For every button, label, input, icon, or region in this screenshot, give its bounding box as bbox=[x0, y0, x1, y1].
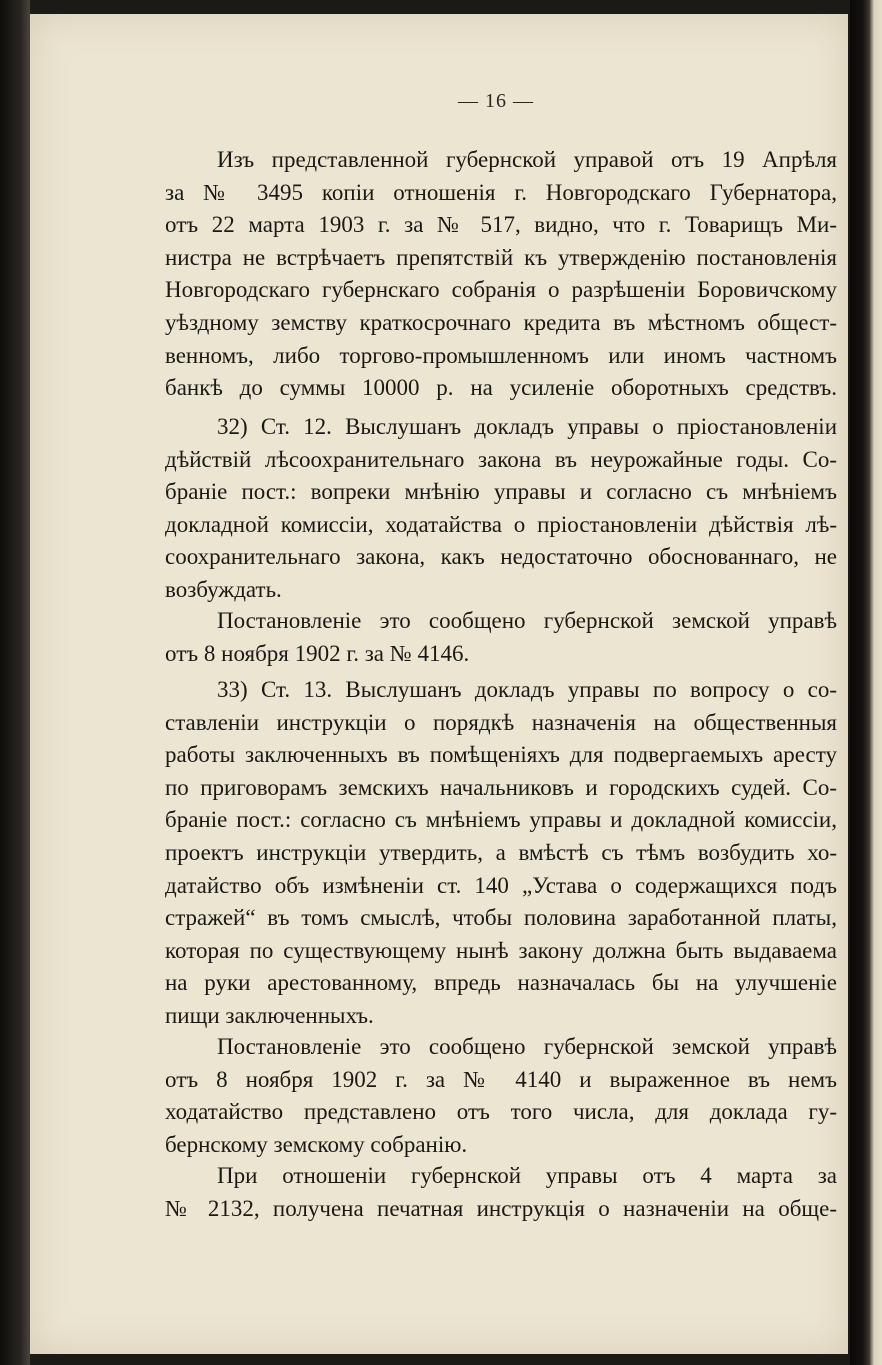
text-line: венномъ, либо торгово-промышленномъ или иномъ частномъ bbox=[165, 342, 837, 368]
text-line: по приговорамъ земскихъ начальниковъ и городскихъ судей. Со- bbox=[165, 774, 837, 800]
page-number: — 16 — bbox=[458, 90, 534, 112]
text-line: уѣздному земству краткосрочнаго кредита въ мѣстномъ общест- bbox=[165, 309, 837, 335]
paragraph-5 bbox=[165, 1031, 837, 1161]
text-line: Изъ представленной губернской управой отъ 19 Апрѣля bbox=[217, 147, 837, 172]
scan-left-edge bbox=[0, 0, 30, 1365]
text-line: Новгородскаго губернскаго собранія о разрѣшеніи Боровичскому bbox=[165, 277, 837, 303]
text-line: отъ 8 ноября 1902 г. за № 4140 и выраженное въ немъ bbox=[165, 1066, 837, 1092]
paragraph-1 bbox=[165, 144, 837, 405]
paragraph-2 bbox=[165, 411, 837, 607]
text-line: датайство объ измѣненіи ст. 140 „Устава о содержащихся подъ bbox=[165, 872, 837, 898]
text-line: нистра не встрѣчаетъ препятствій къ утвержденію постановленія bbox=[165, 244, 837, 270]
text-line: стражей“ въ томъ смыслѣ, чтобы половина заработанной платы, bbox=[165, 905, 837, 931]
text-line: за № 3495 копіи отношенія г. Новгородскаго Губернатора, bbox=[165, 179, 837, 205]
paragraph-6 bbox=[165, 1160, 837, 1225]
text-line: соохранительнаго закона, какъ недостаточно обоснованнаго, не bbox=[165, 544, 837, 570]
document-page bbox=[30, 14, 848, 1354]
text-line: банкѣ до суммы 10000 р. на усиленіе оборотныхъ средствъ. bbox=[165, 375, 837, 401]
text-line: бернскому земскому собранію. bbox=[165, 1131, 468, 1157]
text-line: пищи заключенныхъ. bbox=[165, 1002, 374, 1028]
text-line: дѣйствій лѣсоохранительнаго закона въ неурожайные годы. Со- bbox=[165, 446, 837, 472]
paragraph-3 bbox=[165, 605, 837, 670]
text-line: возбуждать. bbox=[165, 576, 282, 602]
text-line: работы заключенныхъ въ помѣщеніяхъ для подвергаемыхъ аресту bbox=[165, 742, 837, 768]
text-line: Постановленіе это сообщено губернской земской управѣ bbox=[217, 608, 837, 633]
text-line: Постановленіе это сообщено губернской земской управѣ bbox=[217, 1034, 837, 1059]
text-line: докладной комиссіи, ходатайства о пріостановленіи дѣйствія лѣ- bbox=[165, 511, 837, 537]
text-line: ходатайство представлено отъ того числа, для доклада гу- bbox=[165, 1099, 837, 1125]
text-line: 32) Ст. 12. Выслушанъ докладъ управы о пріостановленіи bbox=[217, 414, 837, 439]
text-line: При отношеніи губернской управы отъ 4 марта за bbox=[217, 1163, 837, 1188]
next-page-edge bbox=[850, 0, 882, 1365]
paragraph-4 bbox=[165, 674, 837, 1033]
text-line: браніе пост.: согласно съ мнѣніемъ управы и докладной комиссіи, bbox=[165, 807, 837, 833]
text-line: ставленіи инструкціи о порядкѣ назначенія на общественныя bbox=[165, 709, 837, 735]
text-line: на руки арестованному, впредь назначалась бы на улучшеніе bbox=[165, 970, 837, 996]
text-line: 33) Ст. 13. Выслушанъ докладъ управы по вопросу о со- bbox=[217, 677, 837, 702]
text-line: проектъ инструкціи утвердить, а вмѣстѣ съ тѣмъ возбудить хо- bbox=[165, 839, 837, 865]
text-line: отъ 22 марта 1903 г. за № 517, видно, что г. Товарищъ Ми- bbox=[165, 212, 837, 238]
text-line: № 2132, получена печатная инструкція о назначеніи на обще- bbox=[165, 1195, 837, 1221]
text-line: которая по существующему нынѣ закону должна быть выдаваема bbox=[165, 937, 837, 963]
text-line: браніе пост.: вопреки мнѣнію управы и согласно съ мнѣніемъ bbox=[165, 479, 837, 505]
text-line: отъ 8 ноября 1902 г. за № 4146. bbox=[165, 640, 470, 666]
